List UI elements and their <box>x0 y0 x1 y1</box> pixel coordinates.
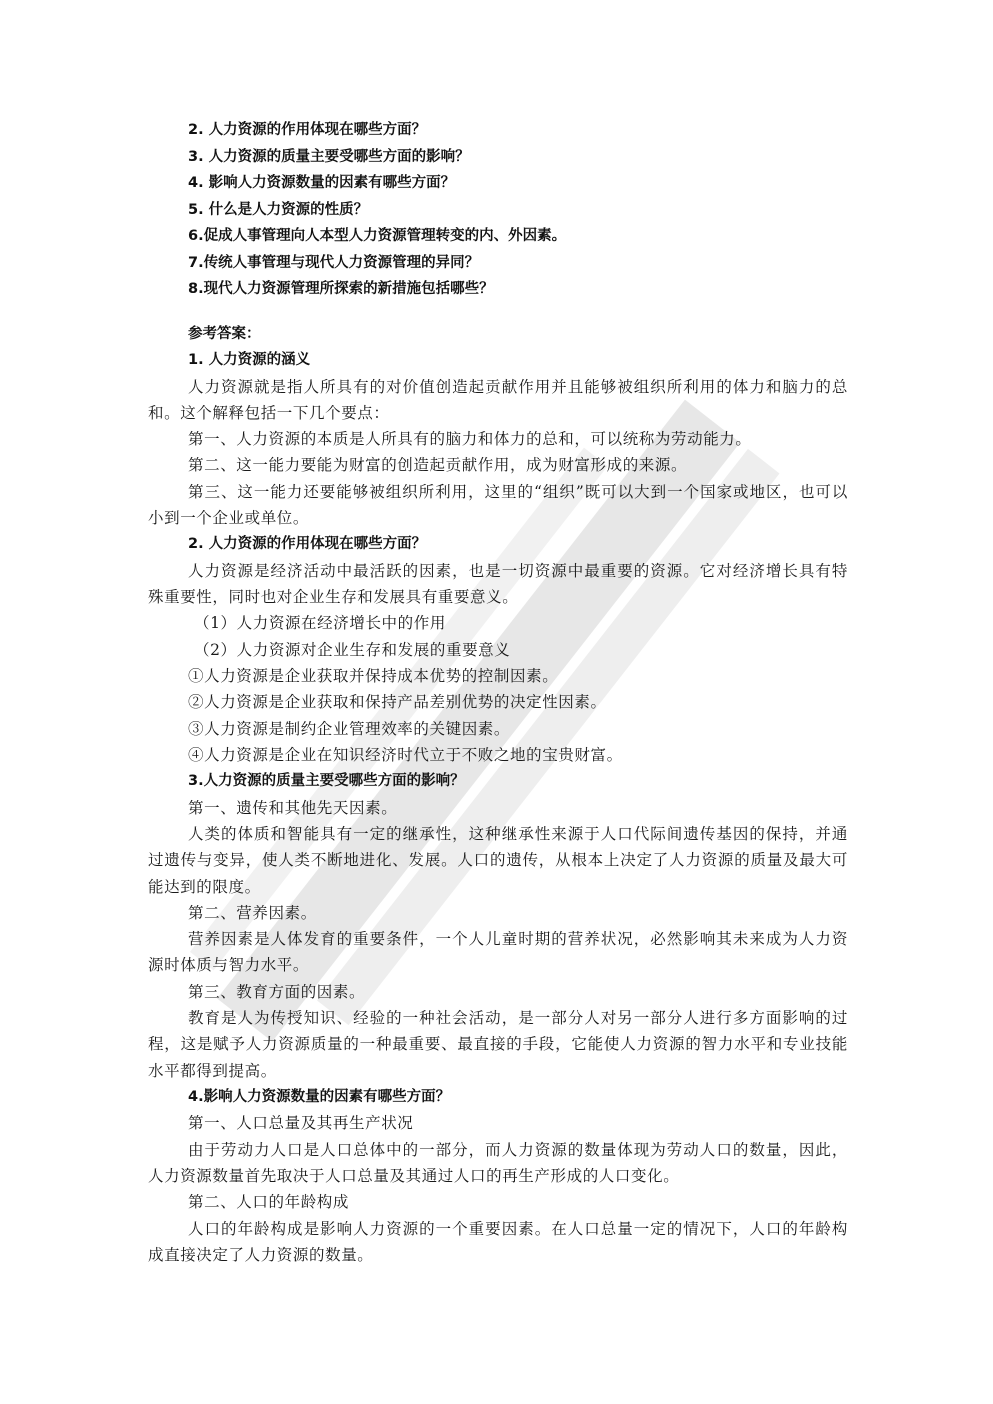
paragraph: 教育是人为传授知识、经验的一种社会活动，是一部分人对另一部分人进行多方面影响的过程，这是赋予人力资源质量的一种最重要、最直接的手段，它能使人力资源的智力水平和专业技能水平都得到提高。 <box>148 1009 848 1080</box>
paragraph: 由于劳动力人口是人口总体中的一部分，而人力资源的数量体现为劳动人口的数量，因此，人力资源数量首先取决于人口总量及其通过人口的再生产形成的人口变化。 <box>148 1140 848 1186</box>
list-item: ①人力资源是企业获取并保持成本优势的控制因素。 <box>188 666 559 685</box>
factor-label: 第一、人口总量及其再生产状况 <box>188 1114 414 1133</box>
list-item: ②人力资源是企业获取和保持产品差别优势的决定性因素。 <box>188 693 607 712</box>
list-item: （1）人力资源在经济增长中的作用 <box>194 614 446 633</box>
paragraph: 人力资源就是指人所具有的对价值创造起贡献作用并且能够被组织所利用的体力和脑力的总和。这个解释包括一下几个要点： <box>148 377 848 422</box>
question-item: 5. 什么是人力资源的性质？ <box>188 201 369 218</box>
question-item: 6.促成人事管理向人本型人力资源管理转变的内、外因素。 <box>188 228 567 244</box>
answers-title: 参考答案： <box>188 325 261 342</box>
section-heading: 2. 人力资源的作用体现在哪些方面？ <box>188 536 427 553</box>
question-item: 8.现代人力资源管理所探索的新措施包括哪些？ <box>188 281 494 297</box>
question-item: 4. 影响人力资源数量的因素有哪些方面？ <box>188 175 456 191</box>
spacer <box>148 303 848 321</box>
paragraph: 人类的体质和智能具有一定的继承性，这种继承性来源于人口代际间遗传基因的保持，并通过遗传与变异，使人类不断地进化、发展。人口的遗传，从根本上决定了人力资源的质量及最大可能达到的限度。 <box>148 824 848 896</box>
question-item: 3. 人力资源的质量主要受哪些方面的影响？ <box>188 148 470 165</box>
list-item: （2）人力资源对企业生存和发展的重要意义 <box>194 640 511 659</box>
section-heading: 3.人力资源的质量主要受哪些方面的影响？ <box>188 773 465 790</box>
paragraph: 营养因素是人体发育的重要条件，一个人儿童时期的营养状况，必然影响其未来成为人力资源时体质与智力水平。 <box>148 930 848 975</box>
question-item: 2. 人力资源的作用体现在哪些方面？ <box>188 122 427 138</box>
list-item: ③人力资源是制约企业管理效率的关键因素。 <box>188 719 511 738</box>
answer-section-1 <box>148 347 848 531</box>
question-list <box>148 117 848 303</box>
factor-label: 第二、营养因素。 <box>188 903 317 922</box>
paragraph: 人口的年龄构成是影响人力资源的一个重要因素。在人口总量一定的情况下，人口的年龄构成直接决定了人力资源的数量。 <box>148 1219 848 1264</box>
factor-label: 第二、人口的年龄构成 <box>188 1193 350 1212</box>
answer-section-3 <box>148 768 848 1084</box>
page-content <box>148 117 848 1268</box>
paragraph: 第三、这一能力还要能够被组织所利用，这里的“组织”既可以大到一个国家或地区，也可以小到一个企业或单位。 <box>148 482 848 527</box>
factor-label: 第一、遗传和其他先天因素。 <box>188 798 398 817</box>
paragraph: 第一、人力资源的本质是人所具有的脑力和体力的总和，可以统称为劳动能力。 <box>188 430 752 449</box>
paragraph: 人力资源是经济活动中最活跃的因素，也是一切资源中最重要的资源。它对经济增长具有特殊重要性，同时也对企业生存和发展具有重要意义。 <box>148 561 848 607</box>
answer-section-4 <box>148 1084 848 1268</box>
factor-label: 第三、教育方面的因素。 <box>188 982 366 1001</box>
answer-section-2 <box>148 531 848 768</box>
section-heading: 4.影响人力资源数量的因素有哪些方面？ <box>188 1088 451 1105</box>
list-item: ④人力资源是企业在知识经济时代立于不败之地的宝贵财富。 <box>188 745 623 764</box>
paragraph: 第二、这一能力要能为财富的创造起贡献作用，成为财富形成的来源。 <box>188 456 688 475</box>
section-heading: 1. 人力资源的涵义 <box>188 352 311 368</box>
question-item: 7.传统人事管理与现代人力资源管理的异同？ <box>188 254 480 271</box>
